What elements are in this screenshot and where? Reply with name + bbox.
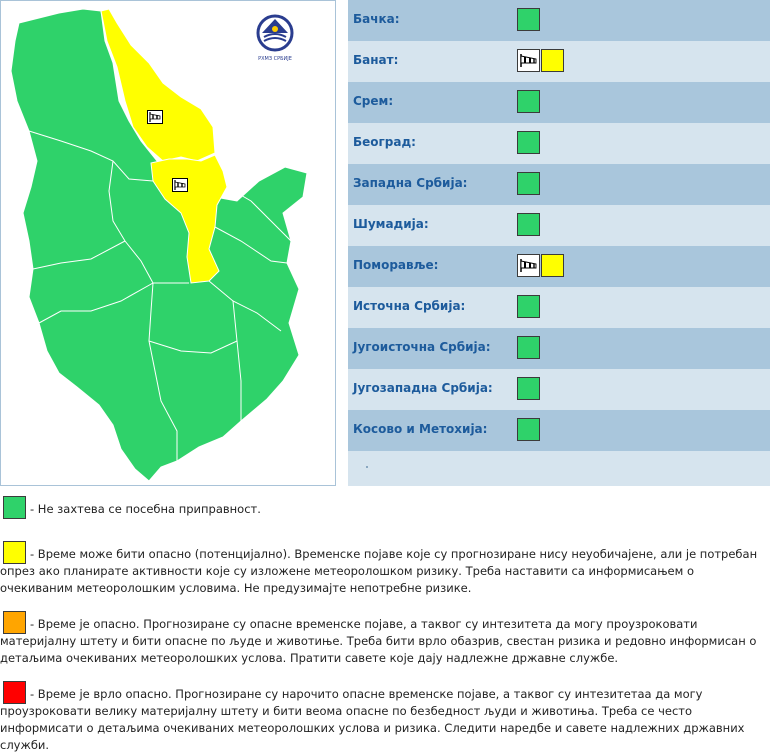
region-row[interactable] xyxy=(348,328,770,369)
region-warning-level[interactable] xyxy=(517,336,540,359)
region-name[interactable]: Бачка: xyxy=(353,12,400,26)
legend-item-green xyxy=(0,496,770,518)
region-warning-level[interactable] xyxy=(517,8,540,31)
legend-swatch-orange xyxy=(3,611,26,634)
region-name[interactable]: Југоисточна Србија: xyxy=(353,340,491,354)
region-name[interactable]: Београд: xyxy=(353,135,416,149)
region-warning-level[interactable] xyxy=(517,90,540,113)
logo-caption: РХМЗ СРБИЈЕ xyxy=(258,56,292,62)
region-warning-level[interactable] xyxy=(517,295,540,318)
windsock-icon[interactable] xyxy=(172,178,188,192)
legend-text-red: - Време је врло опасно. Прогнозиране су нарочито опасне временске појаве, а таквог су интезитетаа да могу проузроковати велику материјалну штету и бити веома опасне по безбедност људи и животиња. Треба се често информисати о детаљима очекиваних метеоролошких услова и ризика. Следити наредбе и савете надлежних државних служби. xyxy=(0,687,745,752)
region-row[interactable] xyxy=(348,82,770,123)
region-name[interactable]: Источна Србија: xyxy=(353,299,466,313)
legend-item-orange xyxy=(0,611,770,667)
region-row[interactable] xyxy=(348,287,770,328)
region-row[interactable] xyxy=(348,41,770,82)
region-warning-level[interactable] xyxy=(517,418,540,441)
warning-map[interactable] xyxy=(0,0,336,486)
region-wind-warning[interactable] xyxy=(517,254,540,277)
legend-text-green: - Не захтева се посебна приправност. xyxy=(30,502,261,516)
windsock-icon[interactable] xyxy=(147,110,163,124)
rhmz-logo xyxy=(250,11,300,63)
region-name[interactable]: Поморавље: xyxy=(353,258,439,272)
region-name[interactable]: Банат: xyxy=(353,53,399,67)
region-warning-level[interactable] xyxy=(541,254,564,277)
legend-text-orange: - Време је опасно. Прогнозиране су опасне временске појаве, а таквог су интезитета да могу проузроковати материјалну штету и бити опасне по људе и животиње. Треба бити врло обазрив, свестан ризика и редовно информисан о детаљима очекиваних метеоролошких услова. Пратити савете које дају надлежне државне службе. xyxy=(0,617,757,665)
legend-swatch-yellow xyxy=(3,541,26,564)
windsock-icon xyxy=(519,53,538,68)
region-row[interactable] xyxy=(348,410,770,451)
region-name[interactable]: Шумадија: xyxy=(353,217,429,231)
legend-item-red xyxy=(0,681,770,754)
legend-item-yellow xyxy=(0,541,770,597)
region-warning-level[interactable] xyxy=(517,213,540,236)
region-row[interactable] xyxy=(348,246,770,287)
region-name[interactable]: Западна Србија: xyxy=(353,176,468,190)
region-wind-warning[interactable] xyxy=(517,49,540,72)
region-warning-table xyxy=(348,0,770,486)
region-warning-level[interactable] xyxy=(517,377,540,400)
region-warning-level[interactable] xyxy=(517,131,540,154)
region-row[interactable] xyxy=(348,164,770,205)
region-row[interactable] xyxy=(348,123,770,164)
serbia-map[interactable] xyxy=(1,1,337,487)
legend-text-yellow: - Време може бити опасно (потенцијално). Временске појаве које су прогнозиране нису неуобичајене, али је потребан опрез ако планирате активности које су изложене метеоролошком ризику. Треба наставити са информисањем о очекиваним метеоролошким условима. Не предузимајте непотребне ризике. xyxy=(0,547,758,595)
region-warning-level[interactable] xyxy=(541,49,564,72)
windsock-icon xyxy=(519,258,538,273)
region-warning-level[interactable] xyxy=(517,172,540,195)
legend-swatch-green xyxy=(3,496,26,519)
table-footer xyxy=(348,451,770,486)
region-name[interactable]: Југозападна Србија: xyxy=(353,381,493,395)
region-row[interactable] xyxy=(348,0,770,41)
legend-swatch-red xyxy=(3,681,26,704)
region-row[interactable] xyxy=(348,205,770,246)
region-name[interactable]: Срем: xyxy=(353,94,394,108)
region-name[interactable]: Косово и Метохија: xyxy=(353,422,488,436)
region-row[interactable] xyxy=(348,369,770,410)
